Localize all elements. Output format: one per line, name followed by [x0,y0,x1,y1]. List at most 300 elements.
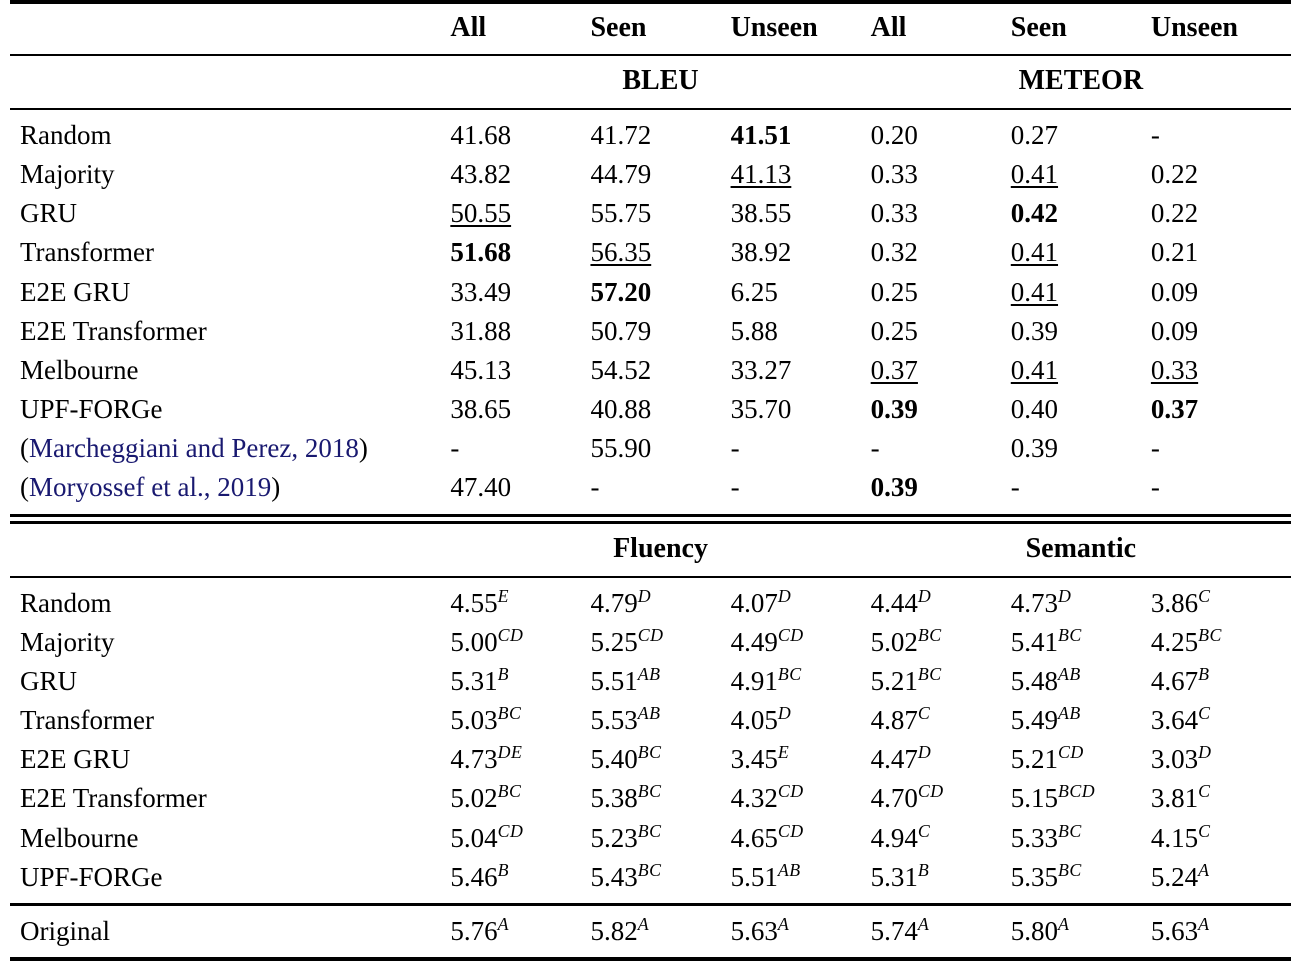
data-cell [1011,233,1151,272]
data-cell [871,390,1011,429]
significance-group: A [637,913,650,934]
data-cell [731,623,871,662]
significance-group: D [917,585,932,606]
significance-group: BC [1058,820,1082,841]
results-table-body [10,2,1291,961]
cell-value: 5.88 [730,315,778,346]
cell-value: 5.43 [590,861,638,892]
cell-value: 4.25 [1150,626,1199,657]
cell-value: 56.35 [590,237,652,268]
data-cell [590,740,730,779]
data-cell [450,578,590,623]
group-blank-2 [10,522,450,577]
significance-group: B [1198,663,1210,684]
significance-group: CD [777,624,804,645]
data-cell [731,194,871,233]
header-blank [10,4,450,55]
significance-group: CD [637,624,664,645]
cell-value: 3.45 [730,744,778,775]
data-cell [871,662,1011,701]
data-cell [871,701,1011,740]
data-cell [1151,819,1291,858]
table-row [10,468,1291,515]
data-cell [590,233,730,272]
significance-group: BC [1058,624,1082,645]
significance-group: A [1198,859,1210,880]
column-header-all-1: All [450,12,487,43]
paren-open: ( [20,472,29,503]
data-cell [1151,662,1291,701]
significance-group: D [1198,742,1212,763]
data-cell [1151,233,1291,272]
data-cell [871,429,1011,468]
significance-group: BC [637,742,662,763]
table-row [10,779,1291,818]
row-label: Melbourne [20,354,139,385]
data-cell [731,819,871,858]
data-cell [731,906,871,959]
cell-value: 0.33 [870,159,918,190]
cell-value: 38.92 [730,237,792,268]
significance-group: BC [1198,624,1222,645]
cell-value: 4.70 [870,783,918,814]
data-cell [590,351,730,390]
group-header-meteor: METEOR [1018,65,1144,96]
significance-group: AB [1058,663,1081,684]
data-cell [1151,740,1291,779]
cell-value: 0.22 [1150,159,1199,190]
data-cell [1151,351,1291,390]
cell-value: 5.40 [590,744,638,775]
row-label: UPF-FORGe [20,861,163,892]
cell-value: 4.67 [1150,665,1199,696]
cell-value: 5.41 [1010,626,1059,657]
cell-value: 5.74 [870,915,918,946]
data-cell [1011,110,1151,155]
data-cell [450,312,590,351]
data-cell [450,351,590,390]
significance-group: B [497,663,509,684]
cell-value: 31.88 [450,315,512,346]
data-cell [1151,273,1291,312]
cell-value: - [1150,472,1160,503]
data-cell [450,623,590,662]
data-cell [731,233,871,272]
data-cell [450,233,590,272]
row-label: Majority [20,626,115,657]
data-cell [731,468,871,515]
cell-value: 38.55 [730,198,792,229]
cell-value: 55.75 [590,198,652,229]
cell-value: 5.53 [590,705,638,736]
data-cell [1011,740,1151,779]
cell-value: 6.25 [730,276,778,307]
cell-value: 5.25 [590,626,638,657]
cell-value: 5.00 [450,626,498,657]
cell-value: 0.41 [1010,237,1059,268]
cell-value: 5.76 [450,915,498,946]
cell-value: 44.79 [590,159,652,190]
data-cell [871,351,1011,390]
significance-group: DE [497,742,523,763]
data-cell [1151,578,1291,623]
cell-value: 5.02 [870,626,918,657]
cell-value: 5.15 [1010,783,1059,814]
cell-value: 45.13 [450,354,512,385]
human-group-row [10,522,1291,577]
data-cell [731,273,871,312]
row-label: E2E GRU [20,276,131,307]
data-cell [590,662,730,701]
cell-value: 5.21 [1010,744,1059,775]
cell-value: 0.09 [1150,315,1199,346]
cell-value: 0.33 [1150,354,1199,385]
data-cell [590,701,730,740]
data-cell [871,110,1011,155]
cell-value: 4.73 [1010,587,1059,618]
significance-group: BC [1058,859,1082,880]
data-cell [871,233,1011,272]
cell-value: 5.31 [450,665,498,696]
cell-value: 4.73 [450,744,498,775]
data-cell [1011,858,1151,905]
cell-value: 0.22 [1150,198,1199,229]
cell-value: 0.39 [870,472,918,503]
data-cell [1011,701,1151,740]
data-cell [450,662,590,701]
data-cell [871,312,1011,351]
cell-value: 33.27 [730,354,792,385]
significance-group: CD [777,781,804,802]
data-cell [1011,819,1151,858]
cell-value: 0.41 [1010,276,1059,307]
data-cell [871,623,1011,662]
significance-group: D [1058,585,1072,606]
significance-group: BC [637,781,662,802]
significance-group: B [917,859,930,880]
data-cell [1151,468,1291,515]
data-cell [590,194,730,233]
column-header-seen-2: Seen [590,12,647,43]
row-label: Random [20,120,112,150]
significance-group: CD [917,781,944,802]
table-row [10,194,1291,233]
significance-group: BC [637,859,662,880]
paren-open: ( [20,433,29,464]
cell-value: 0.39 [870,394,918,425]
cell-value: 0.27 [1010,120,1059,150]
cell-value: 5.03 [450,705,498,736]
significance-group: A [1198,913,1210,934]
cell-value: 0.33 [870,198,918,229]
data-cell [450,468,590,515]
data-cell [450,779,590,818]
significance-group: D [777,585,792,606]
significance-group: A [777,913,790,934]
significance-group: B [497,859,509,880]
significance-group: BCD [1058,781,1096,802]
group-header-semantic: Semantic [1025,532,1137,564]
data-cell [871,155,1011,194]
cell-value: 3.03 [1150,744,1199,775]
cell-value: 55.90 [590,433,652,464]
data-cell [590,110,730,155]
cell-value: 4.79 [590,587,638,618]
results-table [10,0,1291,961]
cell-value: 0.21 [1150,237,1199,268]
cell-value: - [730,472,740,503]
data-cell [1011,273,1151,312]
cell-value: 0.41 [1010,159,1059,190]
cell-value: 4.47 [870,744,918,775]
citation-link[interactable]: Marcheggiani and Perez, 2018 [29,433,359,464]
data-cell [871,779,1011,818]
cell-value: 0.37 [1150,394,1199,425]
cell-value: - [1010,472,1020,503]
data-cell [450,110,590,155]
data-cell [731,429,871,468]
significance-group: A [917,913,930,934]
table-row [10,740,1291,779]
significance-group: AB [1058,703,1081,724]
data-cell [871,578,1011,623]
data-cell [1011,429,1151,468]
data-cell [590,779,730,818]
significance-group: BC [777,663,802,684]
data-cell [590,312,730,351]
data-cell [1151,110,1291,155]
data-cell [450,740,590,779]
cell-value: 4.55 [450,587,498,618]
cell-value: 41.51 [730,120,792,150]
cell-value: 0.41 [1010,354,1059,385]
data-cell [1011,623,1151,662]
cell-value: - [1150,120,1160,150]
significance-group: BC [637,820,662,841]
row-label: UPF-FORGe [20,394,163,425]
cell-value: 50.79 [590,315,652,346]
row-label: Transformer [20,705,154,736]
data-cell [1011,662,1151,701]
cell-value: 5.23 [590,822,638,853]
data-cell [731,390,871,429]
cell-value: 35.70 [730,394,792,425]
citation-link[interactable]: Moryossef et al., 2019 [29,472,272,503]
cell-value: 4.05 [730,705,778,736]
data-cell [871,194,1011,233]
data-cell [450,155,590,194]
data-cell [590,273,730,312]
cell-value: 43.82 [450,159,512,190]
significance-group: AB [637,663,661,684]
table-row [10,906,1291,959]
significance-group: C [1198,585,1211,606]
data-cell [450,390,590,429]
table-row [10,662,1291,701]
column-header-row [10,4,1291,55]
data-cell [731,662,871,701]
data-cell [590,623,730,662]
table-row [10,578,1291,623]
cell-value: 5.82 [590,915,638,946]
data-cell [1011,351,1151,390]
cell-value: 3.81 [1150,783,1199,814]
rule-line [10,515,1291,522]
cell-value: 4.44 [870,587,918,618]
table-row [10,623,1291,662]
cell-value: 4.94 [870,822,918,853]
cell-value: 3.64 [1150,705,1199,736]
data-cell [1151,623,1291,662]
cell-value: 54.52 [590,354,652,385]
cell-value: 0.25 [870,315,918,346]
data-cell [590,578,730,623]
cell-value: 5.48 [1010,665,1059,696]
cell-value: 5.33 [1010,822,1059,853]
data-cell [871,858,1011,905]
row-label: Original [20,915,110,946]
data-cell [450,819,590,858]
data-cell [590,906,730,959]
cell-value: 0.39 [1010,315,1059,346]
data-cell [450,194,590,233]
cell-value: 5.24 [1150,861,1199,892]
significance-group: A [497,913,509,934]
table-row [10,701,1291,740]
row-label: Transformer [20,237,154,268]
significance-group: C [1198,781,1211,802]
cell-value: 4.32 [730,783,778,814]
data-cell [731,578,871,623]
data-cell [450,429,590,468]
cell-value: 5.31 [870,861,918,892]
data-cell [590,819,730,858]
table-row [10,819,1291,858]
data-cell [1011,578,1151,623]
significance-group: CD [497,624,524,645]
cell-value: 41.13 [730,159,792,190]
data-cell [871,273,1011,312]
table-row [10,429,1291,468]
group-header-fluency: Fluency [613,532,708,564]
cell-value: 5.35 [1010,861,1059,892]
cell-value: 0.39 [1010,433,1059,464]
group-blank [10,56,450,109]
table-row [10,233,1291,272]
data-cell [450,858,590,905]
row-label: Random [20,587,112,618]
paren-close: ) [358,433,368,464]
data-cell [590,390,730,429]
cell-value: 38.65 [450,394,512,425]
cell-value: 0.32 [870,237,918,268]
significance-group: C [917,703,931,724]
data-cell [731,110,871,155]
data-cell [871,468,1011,515]
data-cell [1151,194,1291,233]
row-label [10,468,450,515]
cell-value: - [590,472,600,503]
cell-value: 4.65 [730,822,778,853]
cell-value: - [730,433,740,464]
significance-group: AB [777,859,801,880]
cell-value: 3.86 [1150,587,1199,618]
data-cell [871,906,1011,959]
cell-value: 40.88 [590,394,652,425]
data-cell [1151,155,1291,194]
significance-group: C [1198,703,1211,724]
cell-value: 5.63 [730,915,778,946]
cell-value: 50.55 [450,198,512,229]
cell-value: 5.51 [590,665,638,696]
cell-value: 4.91 [730,665,778,696]
table-row [10,273,1291,312]
data-cell [731,312,871,351]
significance-group: BC [917,624,942,645]
cell-value: 5.46 [450,861,498,892]
cell-value: - [450,433,460,464]
column-header-unseen-3: Unseen [730,12,818,43]
data-cell [1151,858,1291,905]
significance-group: A [1058,913,1070,934]
data-cell [590,468,730,515]
data-cell [450,273,590,312]
cell-value: 0.09 [1150,276,1199,307]
cell-value: 0.20 [870,120,918,150]
row-label [10,429,450,468]
cell-value: 5.80 [1010,915,1059,946]
cell-value: - [870,433,880,464]
data-cell [731,351,871,390]
significance-group: BC [497,703,522,724]
significance-group: BC [497,781,522,802]
data-cell [590,155,730,194]
paren-close: ) [271,472,281,503]
cell-value: 5.49 [1010,705,1059,736]
data-cell [1151,701,1291,740]
data-cell [731,858,871,905]
cell-value: 5.38 [590,783,638,814]
data-cell [450,701,590,740]
data-cell [1151,906,1291,959]
cell-value: 41.72 [590,120,652,150]
significance-group: E [497,585,509,606]
data-cell [1011,194,1151,233]
data-cell [731,701,871,740]
significance-group: AB [637,703,661,724]
data-cell [590,429,730,468]
data-cell [731,155,871,194]
significance-group: CD [1058,742,1084,763]
column-header-unseen-6: Unseen [1150,12,1239,43]
table-row [10,155,1291,194]
cell-value: 0.40 [1010,394,1059,425]
row-label: E2E Transformer [20,783,207,814]
table-row [10,390,1291,429]
cell-value: 4.15 [1150,822,1199,853]
cell-value: 4.87 [870,705,918,736]
data-cell [450,906,590,959]
significance-group: CD [497,820,524,841]
cell-value: 4.07 [730,587,778,618]
data-cell [731,779,871,818]
cell-value: 0.37 [870,354,918,385]
row-label: GRU [20,198,78,229]
cell-value: 41.68 [450,120,512,150]
cell-value: 5.02 [450,783,498,814]
data-cell [1011,468,1151,515]
column-header-seen-5: Seen [1010,12,1067,43]
